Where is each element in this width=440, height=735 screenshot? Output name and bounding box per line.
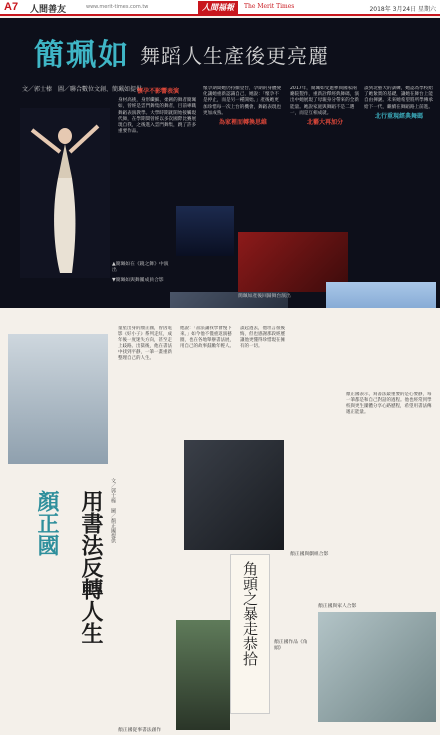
photo-caption: 簡珮如產後回歸舞台演出 <box>238 294 291 299</box>
feature-title: 顏正國 <box>34 490 59 556</box>
subhead: 北藝大再加分 <box>306 119 343 127</box>
article-text: 懷孕期間她仍持續登台，孕期的身體變化讓她重新認識自己，她說：「懷孕不是停止，而是另一種開始。」產後她更加珍惜每一次上台的機會，舞蹈表現也更加成熟。 <box>203 86 282 116</box>
section-name: 人間善友 <box>30 5 67 15</box>
article-column: 顏正國表示，寫書法最重要的是心要靜，每一筆都是和自己對話的過程。他也經常到學校與更生團體分享心路歷程，希望用書法傳遞正能量。 <box>346 392 432 416</box>
article-column <box>118 86 198 286</box>
artist-photo <box>176 620 230 730</box>
article-text: 2017年，簡珮如受邀參與國家兩廳院製作，重新詮釋經典舞碼，演出中她展現了母親身分帶來的全新能量。她說家庭與舞蹈不是二選一，而是互相成就。 <box>290 86 359 116</box>
issue-date: 2018年 3月24日 星期六 <box>369 6 436 13</box>
calligraphy-artwork <box>230 554 270 714</box>
photo-caption: 顏正國作品《角頭》 <box>274 640 308 651</box>
article-column: 童星出身的顏正國，曾因電影《好小子》系列走紅，成年後一度迷失方向，甚至走上歧路。出獄後，他在書法中找到平靜，一筆一畫重新整理自己的人生。 <box>118 326 172 362</box>
newspaper-logo: 人間福報 <box>198 1 238 14</box>
calligraphy-text: 角頭之暴走恭拾 <box>241 561 259 666</box>
subhead: 懷孕不影響表演 <box>136 88 179 95</box>
article-column: 談起過去，他坦言很後悔，但也感謝那段經歷讓他更懂得珍惜現在擁有的一切。 <box>240 326 285 350</box>
feature-subtitle: 用書法反轉人生 <box>78 490 103 644</box>
dancer-photo <box>20 108 110 278</box>
stage-photo <box>176 206 234 256</box>
page-header <box>0 0 440 16</box>
article-column: 他說：「書法讓我學會慢下來。」如今他不僅重返演藝圈，也在各地舉辦書法展，用自己的故事鼓勵年輕人。 <box>180 326 234 350</box>
subhead: 北行重現經典舞碼 <box>374 112 423 120</box>
article-text: 身材高挑，身形纖細、柔韌的舞者簡珮如，曾經是雲門舞集的舞者，目前專職舞蹈表演教學。大學時期就開始接觸現代舞，在學期間曾經以多次國際比賽展現自我，之後進入雲門舞集，跳了許多重要作品。 <box>118 98 197 135</box>
photo-caption: ▲簡珮如在《鏡之舞》中演出 <box>112 262 169 273</box>
article-column <box>364 86 434 296</box>
feature-subtitle: 舞蹈人生產後更亮麗 <box>140 44 329 68</box>
photo-caption: 顏正國從事書法創作 <box>118 728 162 733</box>
article-text: 談到北藝大的訓練，她認為學校給了她紮實的基礎，讓她在舞台上能自由揮灑。未來她希望將所學傳承給下一代，繼續在舞蹈路上前進。 <box>364 86 433 110</box>
photo-caption: 顏正國與劇組合影 <box>290 552 329 557</box>
portrait-photo <box>8 334 108 464</box>
subhead: 為家裡而轉換思維 <box>218 119 267 127</box>
family-photo <box>318 612 436 722</box>
feature-byline: 文／郭士榛 圖／聯合數位文創、簡珮如提供 <box>22 86 143 93</box>
feature-byline: 文／郭士榛 圖／顏正國提供 <box>110 478 116 543</box>
film-set-photo <box>184 440 284 550</box>
photo-caption: 顏正國與家人合影 <box>318 604 357 609</box>
photo-caption: ▼簡珮如與舞團成員合影 <box>112 278 164 283</box>
site-url: www.merit-times.com.tw <box>86 4 149 10</box>
newspaper-logo-en: The Merit Times <box>244 3 295 10</box>
page-number: A7 <box>4 1 19 13</box>
feature-title: 簡珮如 <box>34 38 130 73</box>
